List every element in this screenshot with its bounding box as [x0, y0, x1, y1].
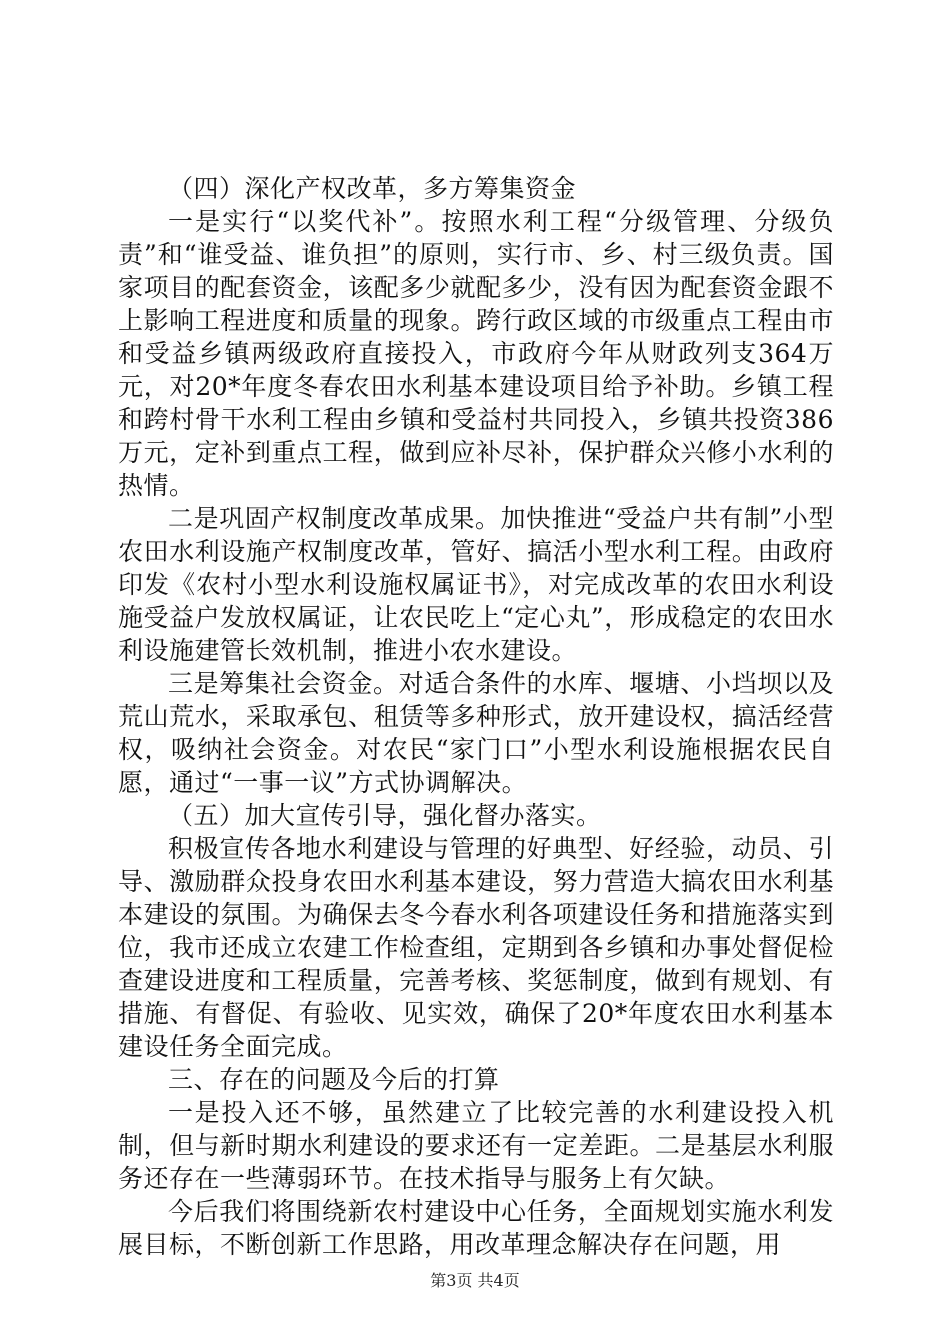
- section-heading-5: （五）加大宣传引导，强化督办落实。: [168, 801, 602, 830]
- section-heading-4: （四）深化产权改革，多方筹集资金: [168, 174, 577, 203]
- paragraph-social-funds: 三是筹集社会资金。对适合条件的水库、堰塘、小垱坝以及荒山荒水，采取承包、租赁等多种形式，放开建设权，搞活经营权，吸纳社会资金。对农民“家门口”小型水利设施根据农民自愿，通过“一事一议”方式协调解决。: [118, 669, 834, 797]
- paragraph-future-plans: 今后我们将围绕新农村建设中心任务，全面规划实施水利发展目标，不断创新工作思路，用改革理念解决存在问题，用: [118, 1197, 834, 1259]
- paragraph-property-reform: 二是巩固产权制度改革成果。加快推进“受益户共有制”小型农田水利设施产权制度改革，管好、搞活小型水利工程。由政府印发《农村小型水利设施权属证书》，对完成改革的农田水利设施受益户发放权属证，让农民吃上“定心丸”，形成稳定的农田水利设施建管长效机制，推进小农水建设。: [118, 504, 834, 665]
- section-heading-problems: 三、存在的问题及今后的打算: [168, 1065, 500, 1094]
- body-text: [118, 172, 834, 1261]
- paragraph-reward-subsidy: 一是实行“以奖代补”。按照水利工程“分级管理、分级负责”和“谁受益、谁负担”的原则，实行市、乡、村三级负责。国家项目的配套资金，该配多少就配多少，没有因为配套资金跟不上影响工程进度和质量的现象。跨行政区域的市级重点工程由市和受益乡镇两级政府直接投入，市政府今年从财政列支364万元，对20*年度冬春农田水利基本建设项目给予补助。乡镇工程和跨村骨干水利工程由乡镇和受益村共同投入，乡镇共投资386万元，定补到重点工程，做到应补尽补，保护群众兴修小水利的热情。: [118, 207, 834, 500]
- page-footer: 第3页 共4页: [430, 1271, 520, 1290]
- paragraph-publicity: 积极宣传各地水利建设与管理的好典型、好经验，动员、引导、激励群众投身农田水利基本建设，努力营造大搞农田水利基本建设的氛围。为确保去冬今春水利各项建设任务和措施落实到位，我市还成立农建工作检查组，定期到各乡镇和办事处督促检查建设进度和工程质量，完善考核、奖惩制度，做到有规划、有措施、有督促、有验收、见实效，确保了20*年度农田水利基本建设任务全面完成。: [118, 834, 834, 1061]
- paragraph-problems: 一是投入还不够，虽然建立了比较完善的水利建设投入机制，但与新时期水利建设的要求还有一定差距。二是基层水利服务还存在一些薄弱环节。在技术指导与服务上有欠缺。: [118, 1098, 834, 1193]
